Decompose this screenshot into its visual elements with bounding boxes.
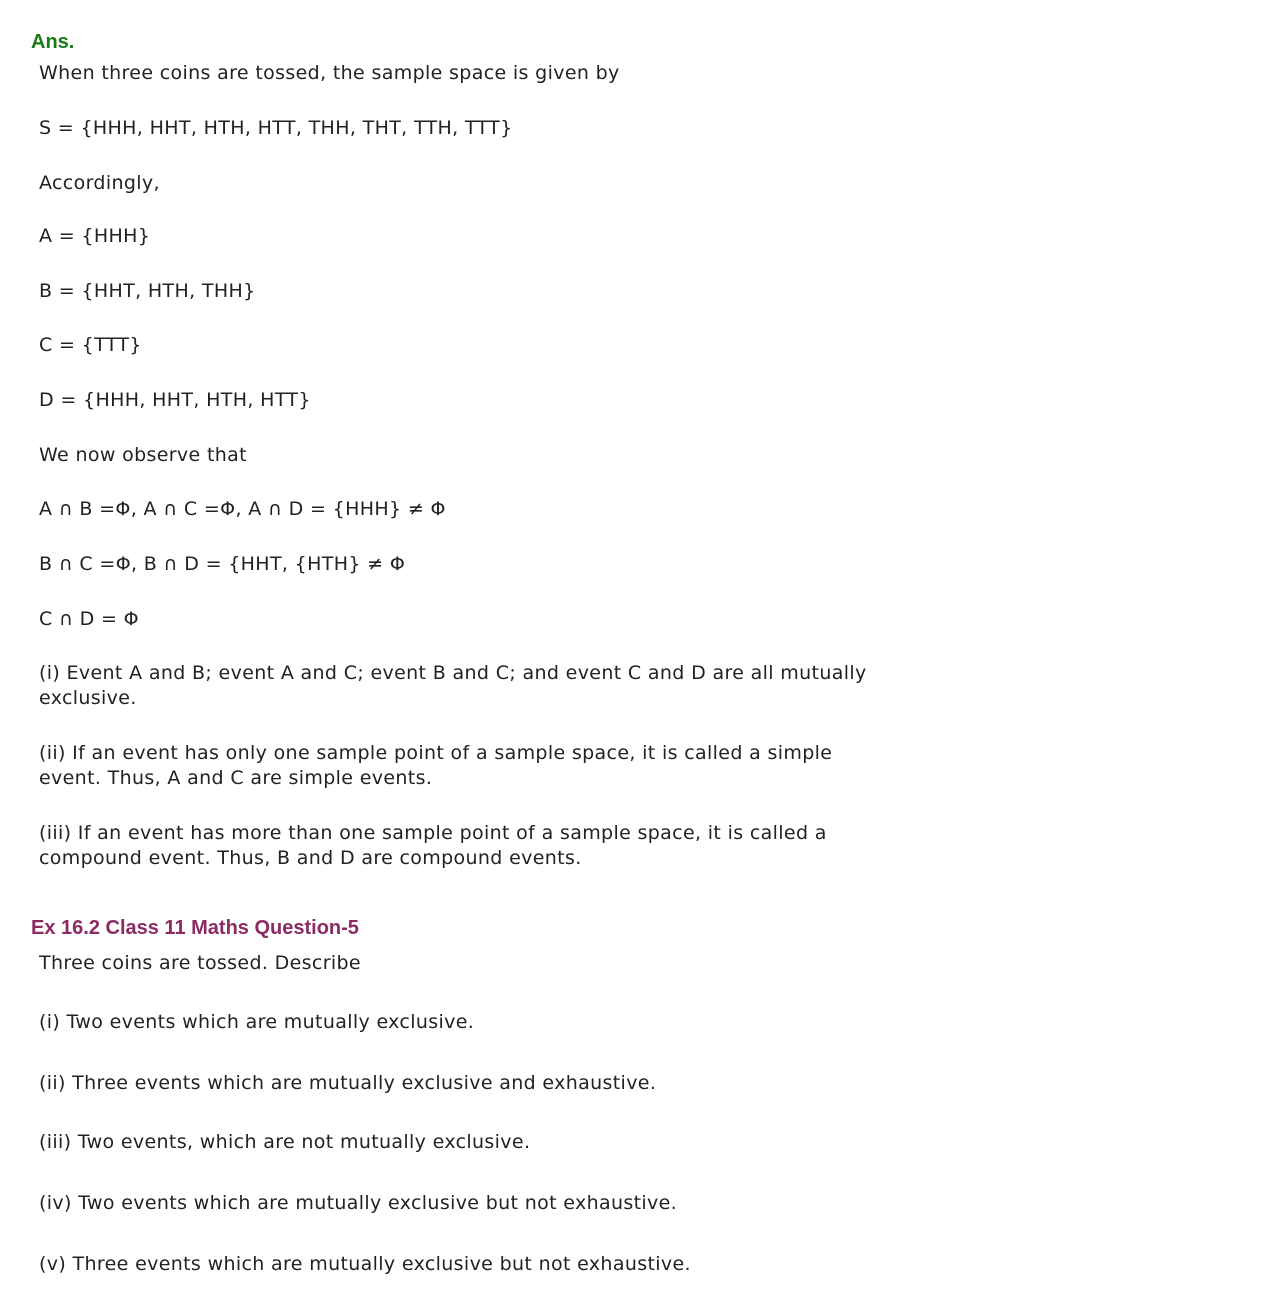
observe-text: We now observe that xyxy=(39,444,247,466)
answer-heading: Ans. xyxy=(31,31,75,53)
part-iii-line-1: (iii) If an event has more than one sample point of a sample space, it is called a xyxy=(39,822,827,844)
question-item-i: (i) Two events which are mutually exclusive. xyxy=(39,1011,475,1033)
set-a: A = {HHH} xyxy=(39,225,151,247)
intersections-a: A ∩ B =Φ, A ∩ C =Φ, A ∩ D = {HHH} ≠ Φ xyxy=(39,498,446,520)
sample-space: S = {HHH, HHT, HTH, HTT, THH, THT, TTH, TTT} xyxy=(39,117,513,139)
question-intro: Three coins are tossed. Describe xyxy=(39,952,361,974)
part-iii-line-2: compound event. Thus, B and D are compound events. xyxy=(39,847,582,869)
part-ii-line-1: (ii) If an event has only one sample point of a sample space, it is called a simple xyxy=(39,742,833,764)
question-item-v: (v) Three events which are mutually exclusive but not exhaustive. xyxy=(39,1253,691,1275)
question-item-iii: (iii) Two events, which are not mutually exclusive. xyxy=(39,1131,531,1153)
set-c: C = {TTT} xyxy=(39,334,142,356)
intersections-b: B ∩ C =Φ, B ∩ D = {HHT, {HTH} ≠ Φ xyxy=(39,553,406,575)
accordingly-text: Accordingly, xyxy=(39,172,160,194)
part-i-line-1: (i) Event A and B; event A and C; event B and C; and event C and D are all mutually xyxy=(39,662,867,684)
answer-intro: When three coins are tossed, the sample space is given by xyxy=(39,62,620,84)
question-heading: Ex 16.2 Class 11 Maths Question-5 xyxy=(31,917,359,939)
question-item-ii: (ii) Three events which are mutually exclusive and exhaustive. xyxy=(39,1072,657,1094)
set-b: B = {HHT, HTH, THH} xyxy=(39,280,256,302)
part-ii-line-2: event. Thus, A and C are simple events. xyxy=(39,767,433,789)
intersections-c: C ∩ D = Φ xyxy=(39,608,139,630)
question-item-iv: (iv) Two events which are mutually exclusive but not exhaustive. xyxy=(39,1192,678,1214)
part-i-line-2: exclusive. xyxy=(39,687,137,709)
set-d: D = {HHH, HHT, HTH, HTT} xyxy=(39,389,311,411)
